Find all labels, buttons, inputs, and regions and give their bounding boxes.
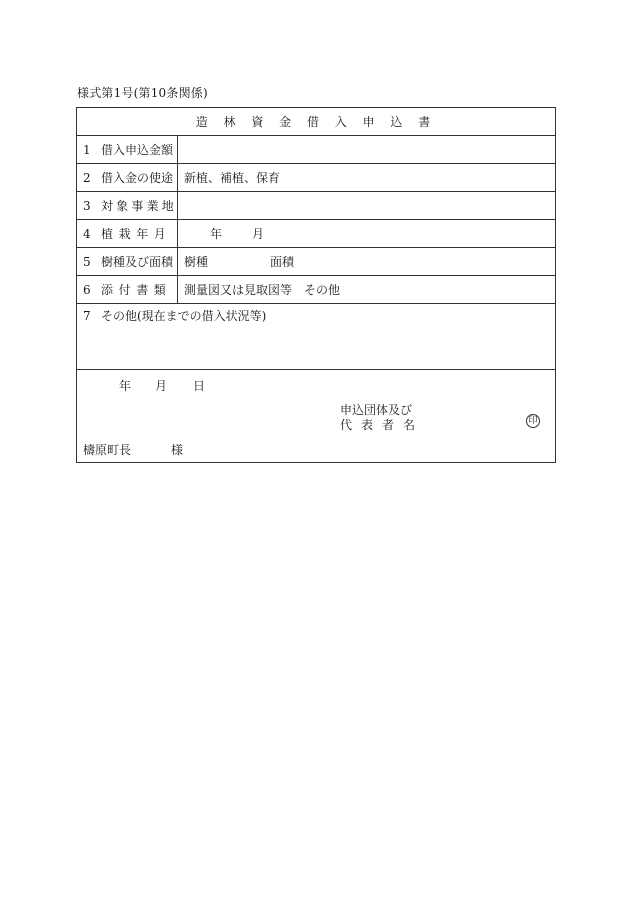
- row-loan-purpose: [77, 164, 555, 192]
- year-label: 年: [210, 227, 223, 241]
- addressee: [83, 441, 183, 458]
- label-cell: [77, 248, 178, 275]
- signature-area: [77, 370, 555, 462]
- label-cell: [77, 220, 178, 247]
- form-number-label: 様式第1号(第10条関係): [77, 86, 208, 100]
- label-cell: [77, 276, 178, 303]
- row-label: 樹種及び面積: [101, 255, 174, 269]
- row-attachments: [77, 276, 555, 304]
- applicant-group-label: 申込団体及び: [340, 403, 413, 417]
- area-label: 面積: [270, 255, 295, 269]
- species-area-field[interactable]: [178, 248, 555, 275]
- attachments-value[interactable]: 測量図又は見取図等 その他: [184, 283, 341, 297]
- label-cell: [77, 136, 178, 163]
- row-number: 2: [83, 170, 91, 185]
- month-label: 月: [155, 379, 168, 393]
- year-label: 年: [119, 379, 132, 393]
- row-other: [77, 302, 555, 370]
- row-number: 4: [83, 226, 91, 241]
- row-number: 1: [83, 142, 91, 157]
- seal-icon: 印: [526, 414, 540, 428]
- row-target-site: [77, 192, 555, 220]
- planting-date-field[interactable]: [178, 220, 555, 247]
- representative-label: 代表者名: [340, 418, 425, 432]
- row-loan-amount: [77, 136, 555, 164]
- row-label: その他(現在までの借入状況等): [101, 309, 267, 323]
- honorific: 様: [171, 443, 184, 457]
- row-label: 借入金の使途: [101, 171, 174, 185]
- row-label: 植栽年月: [101, 227, 172, 241]
- row-label: 対象事業地: [100, 199, 177, 213]
- species-label: 樹種: [184, 255, 209, 269]
- other-label: [83, 307, 266, 324]
- row-number: 5: [83, 254, 91, 269]
- row-number: 6: [83, 282, 91, 297]
- loan-purpose-value[interactable]: 新植、補植、保育: [184, 171, 281, 185]
- row-label: 添付書類: [101, 283, 172, 297]
- form-title: 造 林 資 金 借 入 申 込 書: [77, 108, 555, 136]
- loan-application-form: [76, 107, 556, 463]
- row-species-area: [77, 248, 555, 276]
- target-site-field[interactable]: [178, 192, 555, 219]
- addressee-name: 檮原町長: [83, 443, 132, 457]
- row-label: 借入申込金額: [101, 143, 174, 157]
- row-number: 7: [83, 309, 91, 323]
- row-number: 3: [83, 198, 91, 213]
- row-planting-date: [77, 220, 555, 248]
- label-cell: [77, 164, 178, 191]
- label-cell: [77, 192, 178, 219]
- month-label: 月: [252, 227, 265, 241]
- day-label: 日: [193, 379, 206, 393]
- application-date[interactable]: [119, 377, 205, 394]
- loan-amount-field[interactable]: [178, 136, 555, 163]
